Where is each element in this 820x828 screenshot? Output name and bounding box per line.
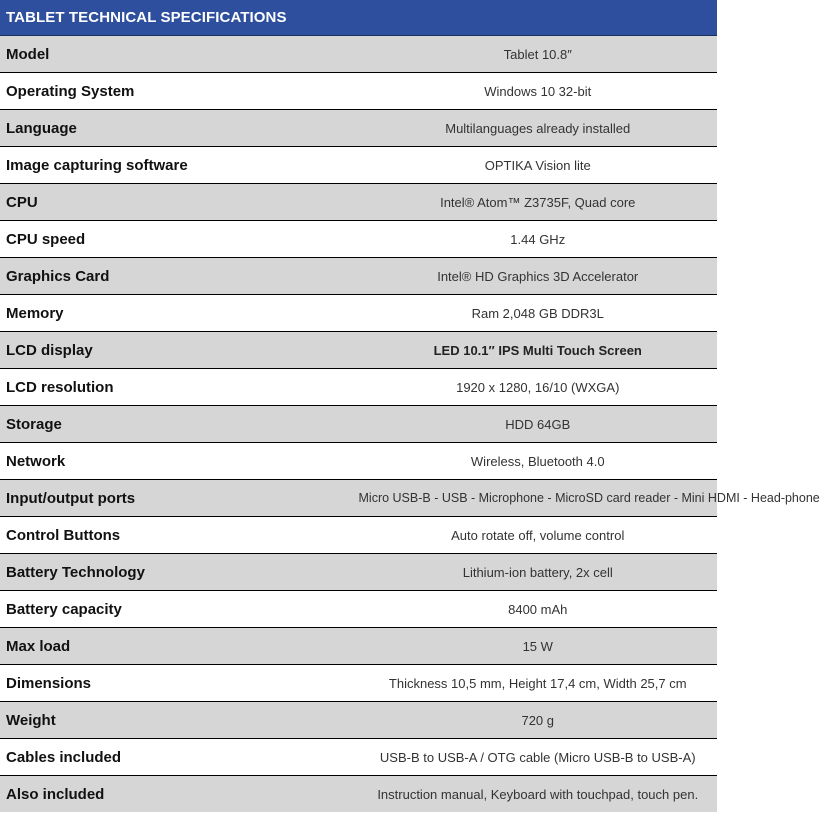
spec-label: Battery Technology (0, 554, 359, 591)
spec-row-cpu (0, 184, 717, 221)
spec-row-cpu-speed (0, 221, 717, 258)
spec-label: Storage (0, 406, 359, 443)
spec-value: 8400 mAh (359, 591, 718, 628)
spec-label: Input/output ports (0, 480, 359, 517)
spec-row-language (0, 110, 717, 147)
spec-label: CPU (0, 184, 359, 221)
spec-row-control-buttons (0, 517, 717, 554)
spec-value: Intel® HD Graphics 3D Accelerator (359, 258, 718, 295)
spec-value: Wireless, Bluetooth 4.0 (359, 443, 718, 480)
spec-label: Network (0, 443, 359, 480)
spec-label: Model (0, 36, 359, 73)
spec-row-cables-included (0, 739, 717, 776)
spec-value: Lithium-ion battery, 2x cell (359, 554, 718, 591)
spec-value: LED 10.1″ IPS Multi Touch Screen (359, 332, 718, 369)
spec-row-image-capturing-software (0, 147, 717, 184)
spec-value: 1.44 GHz (359, 221, 718, 258)
spec-label: Image capturing software (0, 147, 359, 184)
spec-value: Instruction manual, Keyboard with touchpad, touch pen. (359, 776, 718, 813)
spec-row-weight (0, 702, 717, 739)
spec-value: Ram 2,048 GB DDR3L (359, 295, 718, 332)
spec-value: 720 g (359, 702, 718, 739)
spec-label: CPU speed (0, 221, 359, 258)
spec-value: Windows 10 32-bit (359, 73, 718, 110)
spec-value: 15 W (359, 628, 718, 665)
spec-row-max-load (0, 628, 717, 665)
spec-label: Max load (0, 628, 359, 665)
spec-row-memory (0, 295, 717, 332)
spec-label: Language (0, 110, 359, 147)
spec-row-graphics-card (0, 258, 717, 295)
spec-label: LCD resolution (0, 369, 359, 406)
spec-label: Dimensions (0, 665, 359, 702)
spec-label: Also included (0, 776, 359, 813)
spec-value: HDD 64GB (359, 406, 718, 443)
spec-row-input-output-ports (0, 480, 717, 517)
spec-value: 1920 x 1280, 16/10 (WXGA) (359, 369, 718, 406)
spec-label: Cables included (0, 739, 359, 776)
spec-label: LCD display (0, 332, 359, 369)
spec-row-battery-technology (0, 554, 717, 591)
spec-row-lcd-resolution (0, 369, 717, 406)
spec-row-model (0, 36, 717, 73)
spec-label: Graphics Card (0, 258, 359, 295)
spec-label: Operating System (0, 73, 359, 110)
spec-row-also-included (0, 776, 717, 813)
spec-label: Control Buttons (0, 517, 359, 554)
spec-row-battery-capacity (0, 591, 717, 628)
spec-value: OPTIKA Vision lite (359, 147, 718, 184)
spec-row-network (0, 443, 717, 480)
spec-row-storage (0, 406, 717, 443)
table-title: TABLET TECHNICAL SPECIFICATIONS (0, 0, 717, 36)
spec-row-dimensions (0, 665, 717, 702)
spec-value: Auto rotate off, volume control (359, 517, 718, 554)
spec-value: Micro USB-B - USB - Microphone - MicroSD card reader - Mini HDMI - Head-phone (359, 480, 718, 517)
spec-row-lcd-display (0, 332, 717, 369)
spec-table-body (0, 36, 820, 813)
spec-value: Intel® Atom™ Z3735F, Quad core (359, 184, 718, 221)
spec-label: Weight (0, 702, 359, 739)
spec-value: USB-B to USB-A / OTG cable (Micro USB-B to USB-A) (359, 739, 718, 776)
spec-label: Battery capacity (0, 591, 359, 628)
spec-value: Thickness 10,5 mm, Height 17,4 cm, Width 25,7 cm (359, 665, 718, 702)
spec-value: Tablet 10.8″ (359, 36, 718, 73)
spec-value: Multilanguages already installed (359, 110, 718, 147)
spec-row-operating-system (0, 73, 717, 110)
table-header-row (0, 0, 717, 36)
spec-label: Memory (0, 295, 359, 332)
